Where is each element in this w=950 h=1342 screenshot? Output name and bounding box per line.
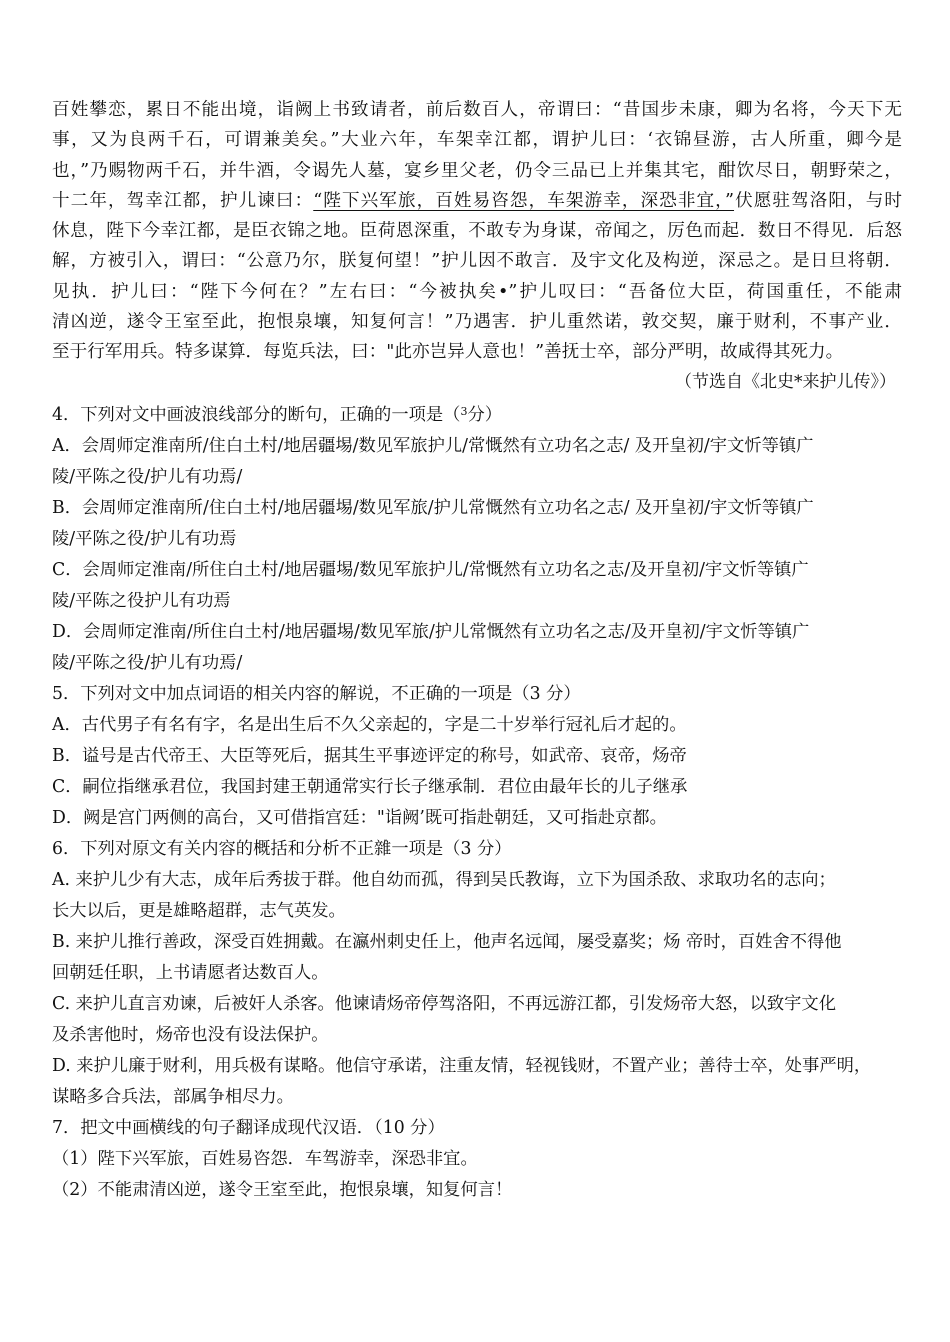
underlined-sentence: “陛下兴军旅，百姓易咨怨，车架游幸，深恐非宜，” [313,190,735,211]
question-stem [52,396,902,431]
option-c: C．嗣位指继承君位，我国封建王朝通常实行长子继承制．君位由最年长的儿子继承 [52,776,688,797]
passage-line: 见执．护儿曰：“陛下今何在？”左右曰：“今被执矣•”护儿叹曰：“吾备位大臣，荷国重任，不能肃 [52,281,902,302]
question-stem: 7．把文中画横线的句子翻译成现代汉语．（10 分） [52,1117,445,1138]
option-b-cont: 陵/平陈之役/护儿有功焉 [52,528,237,549]
line-pre: 十二年，驾幸江都，护儿谏曰： [52,190,314,211]
option-a: A．会周师定淮南所/住白土村/地居疆埸/数见军旅护儿/常慨然有立功名之志/ 及开皇初/宇文忻等镇广 [52,435,814,456]
question-6 [52,834,902,1113]
passage-line: 清凶逆，遂令王室至此，抱恨泉壤，知复何言！”乃遇害．护儿重然诺，敦交契，廉于财利，不事产业． [52,312,902,333]
option-d: D. 来护儿廉于财利，用兵极有谋略。他信守承诺，注重友情，轻视钱财，不置产业；善待士卒，处事严明， [52,1055,872,1076]
option-c: C. 来护儿直言劝谏，后被奸人杀客。他谏请炀帝停驾洛阳，不再远游江都，引发炀帝大怒，以致宇文化 [52,993,836,1014]
passage-line: 解，方被引入，谓曰：“公意乃尔，朕复何望！”护儿因不敢言．及宇文化及构逆，深忌之。是日旦将朝． [52,251,902,272]
passage-text [52,95,902,368]
document-page [52,95,902,1206]
option-d: D．会周师定淮南/所住白土村/地居疆埸/数见军旅/护儿常慨然有立功名之志/及开皇初/宇文忻等镇广 [52,621,810,642]
question-stem: 6．下列对原文有关内容的概括和分析不正雜一项是（3 分） [52,838,512,859]
option-c-cont: 及杀害他时，炀帝也没有设法保护。 [52,1024,329,1045]
line-post: 伏愿驻驾洛阳，与时 [734,190,902,211]
source-citation: （节选自《北史*来护儿传》） [675,371,896,392]
option-c: C．会周师定淮南/所住白土村/地居疆埸/数见军旅护儿/常慨然有立功名之志/及开皇初/宇文忻等镇广 [52,559,809,580]
option-c-cont: 陵/平陈之役护儿有功焉 [52,590,231,611]
sub-question-2: （2）不能肃清凶逆，遂令王室至此，抱恨泉壤，知复何言！ [52,1179,513,1200]
option-a: A．古代男子有名有字，名是出生后不久父亲起的，字是二十岁举行冠礼后才起的。 [52,714,687,735]
passage-line: 休息，陛下今幸江都，是臣衣锦之地。臣荷恩深重，不敢专为身谋，帝闻之，厉色而起．数日不得见．后怒 [52,221,902,242]
option-a-cont: 陵/平陈之役/护儿有功焉/ [52,466,243,487]
question-7 [52,1113,902,1206]
passage-line: 百姓攀恋，累日不能出境，诣阙上书致请者，前后数百人，帝谓曰：“昔国步未康，卿为名将，今天下无 [52,100,902,120]
score-superscript: 3 [460,404,468,418]
sub-question-1: （1）陛下兴军旅，百姓易咨怨．车驾游幸，深恐非宜。 [52,1148,478,1169]
stem-text: 4．下列对文中画波浪线部分的断句，正确的一项是（ [52,404,461,425]
option-a-cont: 长大以后，更是雄略超群，志气英发。 [52,900,346,921]
passage-line: 至于行军用兵。特多谋算．每览兵法，曰："此亦岂异人意也！”善抚士卒，部分严明，故咸得其死力。 [52,342,844,363]
option-b: B. 来护儿推行善政，深受百姓拥戴。在瀛州刺史任上，他声名远闻，屡受嘉奖；炀 帝时，百姓舍不得他 [52,931,842,952]
option-b-cont: 回朝廷任职，上书请愿者达数百人。 [52,962,329,983]
option-a: A. 来护儿少有大志，成年后秀拔于群。他自幼而孤，得到吴氏教诲，立下为国杀敌、求取功名的志向； [52,869,836,890]
passage-line: 也，”乃赐物两千石，并牛酒，令谒先人墓，宴乡里父老，仍令三品已上并集其宅，酣饮尽日，朝野荣之， [52,160,902,181]
question-stem: 5．下列对文中加点词语的相关内容的解说，不正确的一项是（3 分） [52,683,581,704]
question-4 [52,396,902,679]
option-b: B．谥号是古代帝王、大臣等死后，据其生平事迹评定的称号，如武帝、哀帝，炀帝 [52,745,687,766]
stem-text-end: 分） [467,404,503,425]
option-d-cont: 陵/平陈之役/护儿有功焉/ [52,652,243,673]
option-b: B．会周师定淮南所/住白土村/地居疆埸/数见军旅/护儿常慨然有立功名之志/ 及开皇初/宇文忻等镇广 [52,497,814,518]
option-d: D．阙是宫门两侧的高台，又可借指宫廷："诣阙’既可指赴朝廷，又可指赴京都。 [52,807,667,828]
passage-line: 事，又为良两千石，可谓兼美矣。”大业六年，车架幸江都，谓护儿曰：‘衣锦昼游，古人所重，卿今是 [52,130,902,151]
question-5 [52,679,902,834]
passage-line-underlined [52,186,902,216]
option-d-cont: 谋略多合兵法，部属争相尽力。 [52,1086,294,1107]
